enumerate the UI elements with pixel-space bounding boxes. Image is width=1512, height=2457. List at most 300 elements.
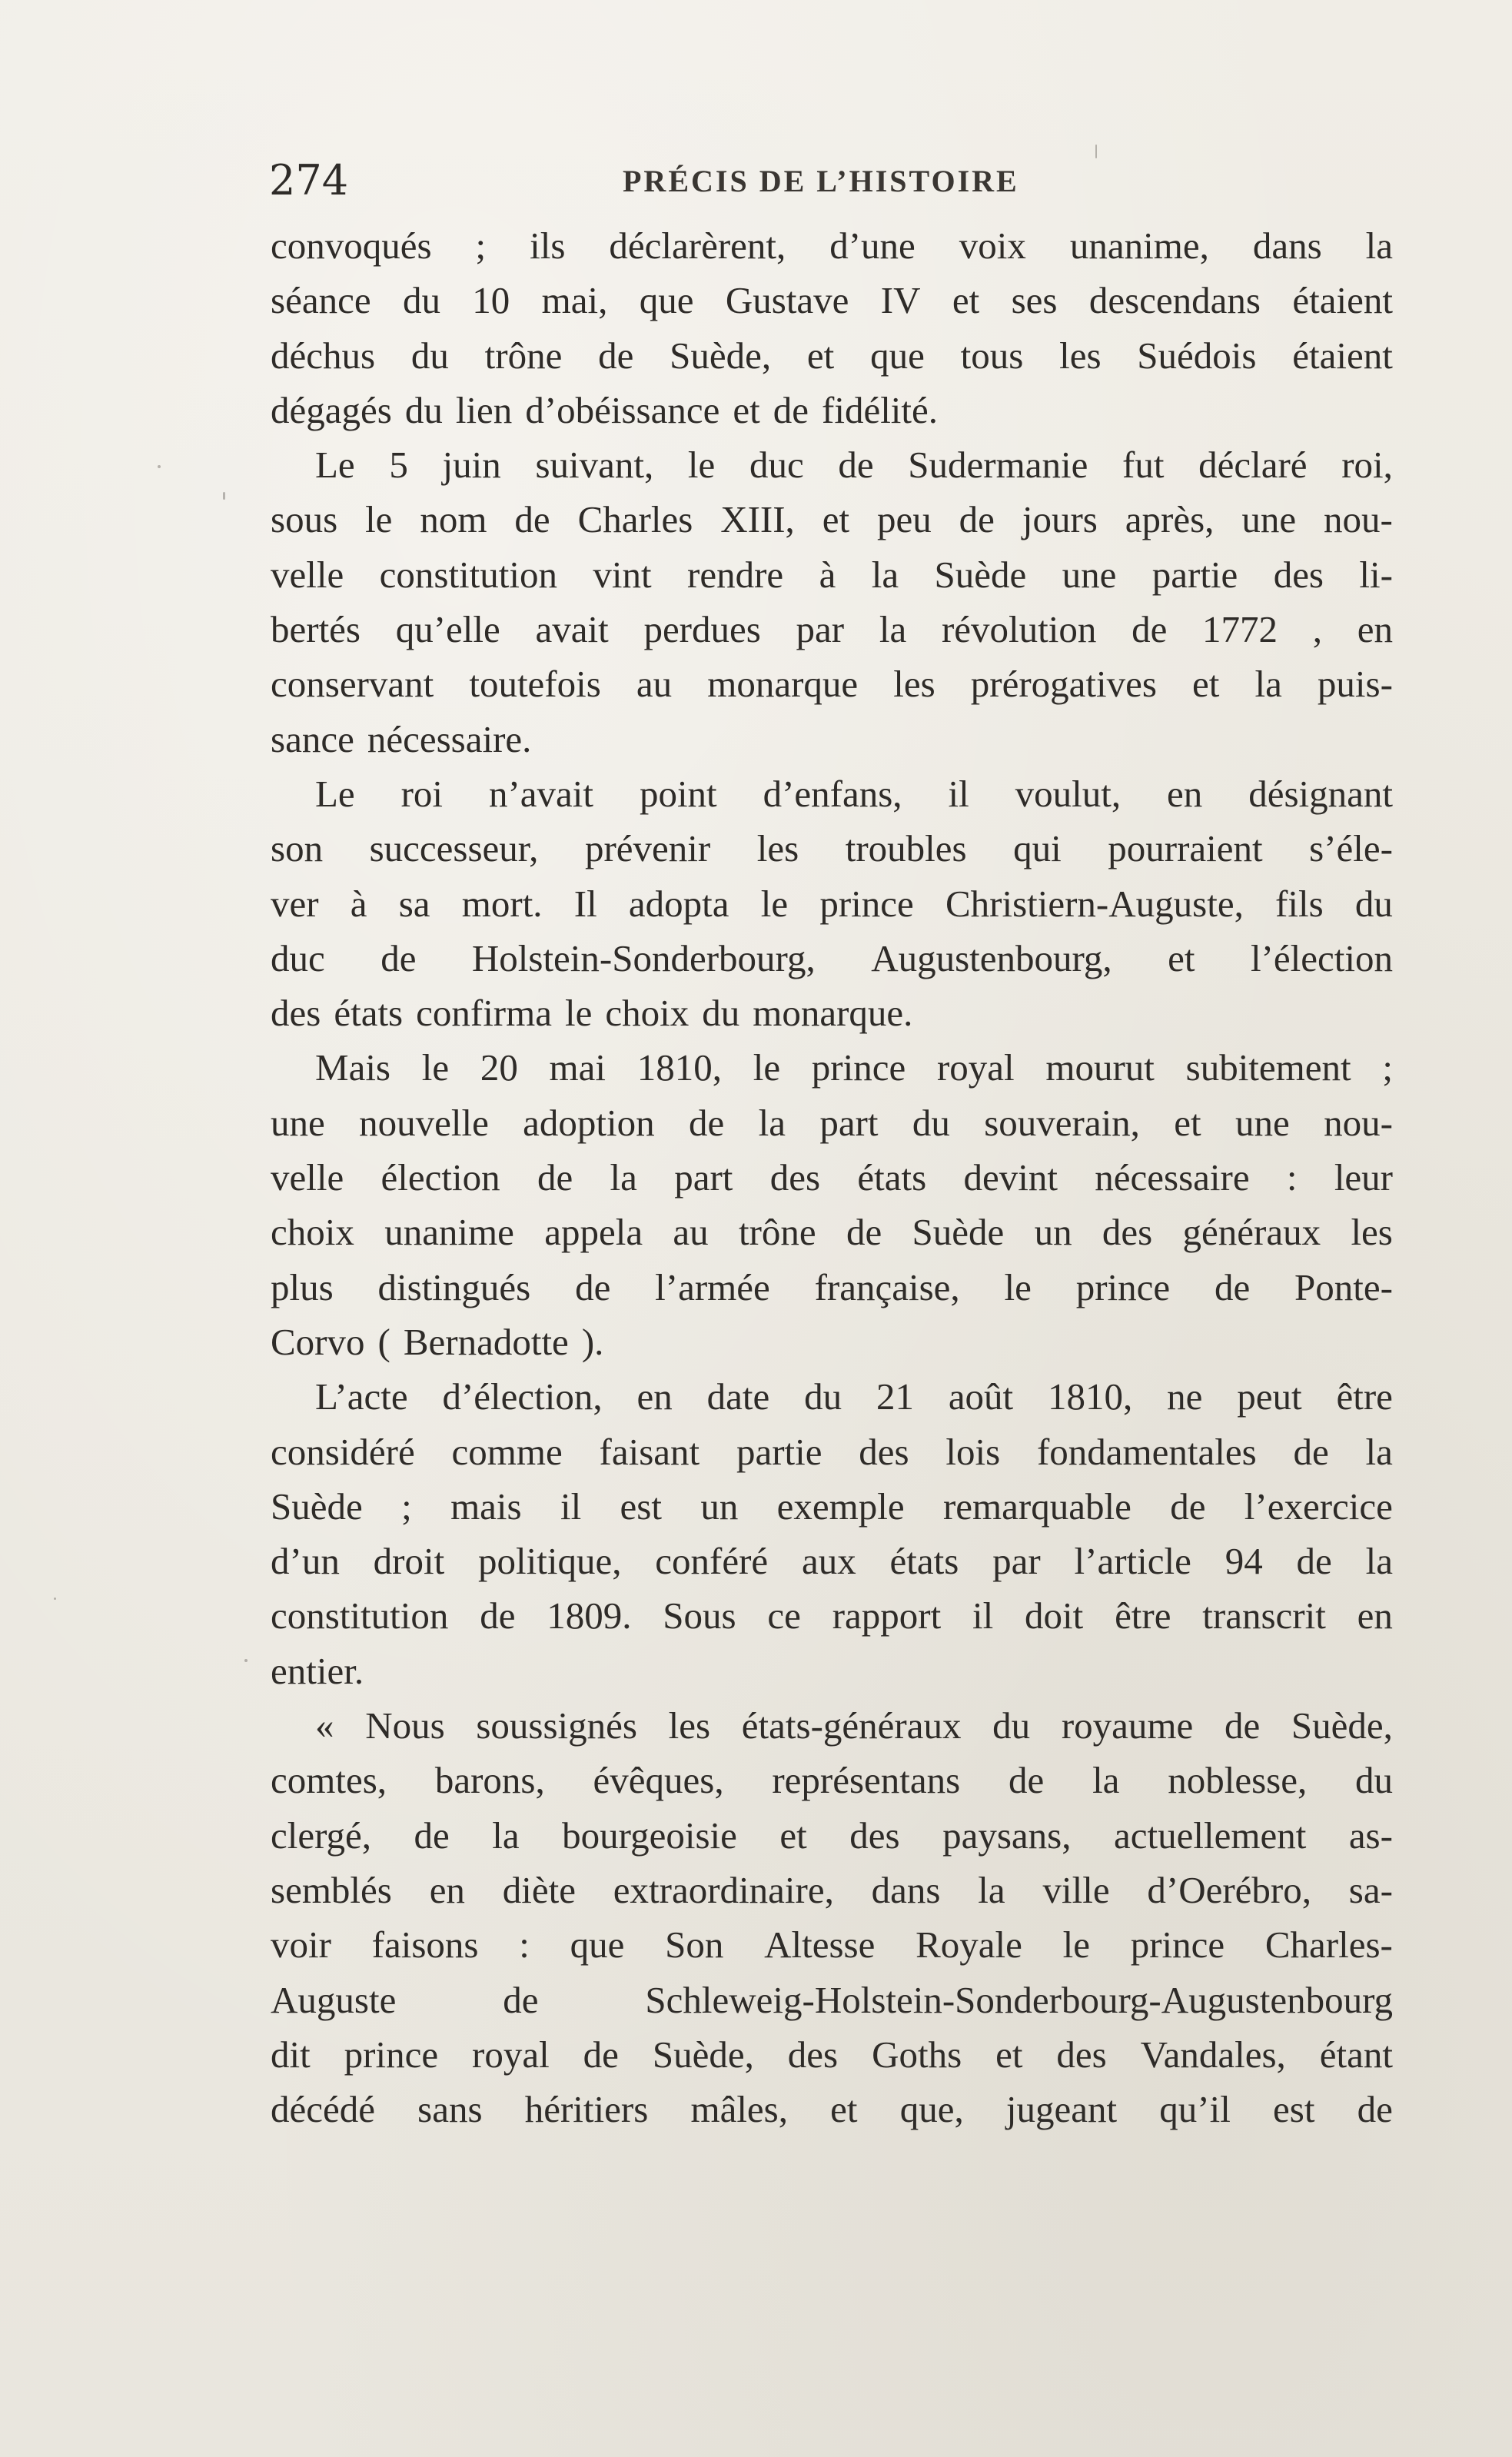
word: la <box>1365 1430 1393 1473</box>
word: séance <box>271 279 371 322</box>
word: de <box>1214 1265 1251 1308</box>
word: de <box>689 1101 725 1144</box>
text-line <box>271 492 1393 547</box>
word: 21 <box>876 1375 914 1418</box>
word: en <box>1357 1594 1393 1637</box>
word: du <box>804 1375 842 1418</box>
word: leur <box>1334 1156 1393 1199</box>
word: de <box>846 1211 882 1254</box>
word: sous <box>271 498 338 541</box>
text-line <box>271 986 1393 1040</box>
word: étaient <box>1292 334 1393 377</box>
paper-speck <box>244 1659 248 1662</box>
word: mais <box>450 1485 522 1528</box>
word: Altesse <box>764 1923 876 1967</box>
word: que <box>639 279 694 322</box>
word: il <box>560 1485 582 1528</box>
word: Ponte- <box>1294 1265 1393 1308</box>
word: perdues <box>643 608 761 651</box>
word: mai <box>549 1046 606 1089</box>
word: confirma <box>416 992 552 1035</box>
word: dans <box>871 1868 941 1911</box>
word: paysans, <box>942 1814 1072 1857</box>
word: rapport <box>832 1594 942 1637</box>
text-line <box>271 876 1393 931</box>
word: d’Oerébro, <box>1147 1868 1311 1911</box>
word: par <box>992 1540 1041 1583</box>
word: Augustenbourg, <box>871 936 1112 979</box>
word: 20 <box>480 1046 518 1089</box>
word: ville <box>1042 1868 1110 1911</box>
word: fondamentales <box>1036 1430 1257 1473</box>
word: royal <box>936 1046 1015 1089</box>
word: les <box>668 1704 711 1747</box>
word: son <box>271 827 324 870</box>
text-line <box>271 657 1393 711</box>
word: de <box>1224 1704 1261 1747</box>
word: sa- <box>1348 1868 1393 1911</box>
word: partie <box>736 1430 822 1473</box>
word: en <box>429 1868 465 1911</box>
text-line <box>271 1644 1393 1698</box>
word: 1810, <box>636 1046 722 1089</box>
word: Charles <box>577 498 693 541</box>
text-line <box>271 766 1393 821</box>
word: et <box>952 279 980 322</box>
word: 1809. <box>547 1594 632 1637</box>
word: partie <box>1151 553 1238 596</box>
word: et <box>995 2033 1023 2076</box>
word: et <box>830 2088 858 2131</box>
word: ; <box>401 1485 412 1528</box>
word: duc <box>749 444 804 487</box>
word: vint <box>593 553 652 596</box>
word: est <box>620 1485 662 1528</box>
word: des <box>787 2033 839 2076</box>
word: voix <box>959 224 1026 267</box>
word: mâles, <box>690 2088 788 2131</box>
word: états <box>857 1156 927 1199</box>
word: 1772 <box>1202 608 1278 651</box>
word: semblés <box>271 1868 392 1911</box>
word: dans <box>1252 224 1322 267</box>
text-line <box>271 1479 1393 1534</box>
word: française, <box>814 1265 960 1308</box>
word: de <box>1132 608 1168 651</box>
word: qu’il <box>1159 2088 1231 2131</box>
word: considéré <box>271 1430 415 1473</box>
text-line <box>271 821 1393 876</box>
word: et <box>1168 936 1195 979</box>
word: un <box>700 1485 739 1528</box>
word: en <box>1357 608 1393 651</box>
word: ver <box>271 882 319 925</box>
text-line <box>271 2027 1393 2082</box>
text-line <box>271 1040 1393 1095</box>
text-line <box>271 1096 1393 1150</box>
text-line <box>271 328 1393 383</box>
word: les <box>756 827 799 870</box>
word: états <box>334 992 404 1035</box>
word: d’élection, <box>442 1375 603 1418</box>
word: ; <box>475 224 487 267</box>
text-line <box>271 1315 1393 1369</box>
word: duc <box>271 936 325 979</box>
word: étaient <box>1292 279 1393 322</box>
word: la <box>879 608 907 651</box>
word: choix <box>271 1211 354 1254</box>
word: peu <box>877 498 932 541</box>
word: déclaré <box>1198 444 1308 487</box>
word: les <box>1059 334 1102 377</box>
word: lois <box>945 1430 1001 1473</box>
text-line <box>271 1588 1393 1643</box>
word: de <box>537 1156 573 1199</box>
word: des <box>1102 1211 1153 1254</box>
word: devint <box>963 1156 1058 1199</box>
word: des <box>849 1814 900 1857</box>
word: fils <box>1275 882 1324 925</box>
word: prince <box>1075 1265 1171 1308</box>
text-line <box>271 1534 1393 1588</box>
word: par <box>796 608 845 651</box>
word: as- <box>1348 1814 1393 1857</box>
word: de <box>414 1814 450 1857</box>
word: Goths <box>872 2033 962 2076</box>
word: n’avait <box>488 772 594 815</box>
text-line <box>271 218 1393 273</box>
word: des <box>271 992 321 1035</box>
word: aux <box>801 1540 856 1583</box>
word: Suédois <box>1137 334 1257 377</box>
word: Bernadotte <box>403 1320 569 1363</box>
word: royal <box>472 2033 550 2076</box>
text-line <box>271 1260 1393 1315</box>
word: est <box>1273 2088 1315 2131</box>
word: il <box>972 1594 994 1637</box>
word: des <box>769 1156 821 1199</box>
word: du <box>1354 882 1393 925</box>
word: des <box>1056 2033 1107 2076</box>
page-number: 274 <box>269 156 349 204</box>
word: que, <box>899 2088 964 2131</box>
word: de <box>959 498 995 541</box>
word: XIII, <box>720 498 795 541</box>
word: bourgeoisie <box>562 1814 737 1857</box>
word: IV <box>880 279 921 322</box>
word: représentans <box>772 1759 961 1802</box>
word: ses <box>1011 279 1058 322</box>
word: ce <box>767 1594 801 1637</box>
word: jugeant <box>1005 2088 1118 2131</box>
word: et <box>822 498 850 541</box>
running-head: PRÉCIS DE L’HISTOIRE <box>623 164 1019 198</box>
word: Le <box>315 444 355 487</box>
paper-speck <box>158 465 161 468</box>
word: transcrit <box>1202 1594 1326 1637</box>
word: 1810, <box>1048 1375 1133 1418</box>
word: l’armée <box>655 1265 770 1308</box>
word: point <box>639 772 717 815</box>
word: nouvelle <box>359 1101 489 1144</box>
word: comtes, <box>271 1759 387 1802</box>
word: être <box>1336 1375 1393 1418</box>
word: une <box>1062 553 1117 596</box>
text-line <box>271 437 1393 492</box>
word: noblesse, <box>1168 1759 1308 1802</box>
word: une <box>1241 498 1297 541</box>
word: adoption <box>523 1101 655 1144</box>
word: droit <box>373 1540 445 1583</box>
word: diète <box>502 1868 576 1911</box>
word: unanime <box>384 1211 514 1254</box>
word: Charles- <box>1264 1923 1393 1967</box>
word: qui <box>1013 827 1062 870</box>
word: le <box>760 882 789 925</box>
text-line <box>271 1753 1393 1807</box>
word: s’éle- <box>1309 827 1393 870</box>
word: extraordinaire, <box>613 1868 834 1911</box>
word: la <box>871 553 899 596</box>
text-line <box>271 2082 1393 2136</box>
text-line <box>271 1698 1393 1753</box>
word: barons, <box>434 1759 545 1802</box>
word: du <box>702 992 740 1035</box>
text-line <box>271 1205 1393 1259</box>
word: mourut <box>1045 1046 1155 1089</box>
word: Le <box>315 772 355 815</box>
word: l’élection <box>1250 936 1393 979</box>
word: août <box>948 1375 1014 1418</box>
word: Suède <box>271 1485 363 1528</box>
word: le <box>564 992 593 1035</box>
word: du <box>1355 1759 1393 1802</box>
word: juin <box>442 444 501 487</box>
word: élection <box>380 1156 500 1199</box>
word: de <box>503 1978 539 2021</box>
word: de <box>1170 1485 1206 1528</box>
word: au <box>636 663 673 706</box>
word: fut <box>1122 444 1165 487</box>
word: peut <box>1237 1375 1302 1418</box>
word: Vandales, <box>1140 2033 1286 2076</box>
text-line <box>271 931 1393 986</box>
word: les <box>1351 1211 1393 1254</box>
word: convoqués <box>271 224 432 267</box>
word: bertés <box>271 608 361 651</box>
word: exemple <box>776 1485 905 1528</box>
word: 5 <box>389 444 408 487</box>
text-line <box>271 1808 1393 1863</box>
word: L’acte <box>315 1375 408 1418</box>
text-line <box>271 547 1393 602</box>
page-header <box>269 154 1395 208</box>
word: la <box>1365 224 1393 267</box>
word: des <box>859 1430 909 1473</box>
word: jours <box>1022 498 1098 541</box>
body-text <box>271 218 1393 2136</box>
word: , <box>1312 608 1323 651</box>
word: les <box>893 663 935 706</box>
word: et <box>779 1814 807 1857</box>
word: mai, <box>541 279 608 322</box>
word: 94 <box>1225 1540 1263 1583</box>
word: descendans <box>1088 279 1261 322</box>
word: ( <box>377 1320 390 1363</box>
word: actuellement <box>1114 1814 1307 1857</box>
word: Gustave <box>725 279 849 322</box>
word: : <box>1286 1156 1298 1199</box>
word: et <box>1192 663 1220 706</box>
word: du <box>992 1704 1031 1747</box>
word: du <box>410 334 449 377</box>
word: révolution <box>941 608 1097 651</box>
word: de <box>380 936 417 979</box>
text-line <box>271 1150 1393 1205</box>
word: et <box>1174 1101 1201 1144</box>
word: monarque. <box>753 992 913 1035</box>
word: évêques, <box>593 1759 724 1802</box>
word: à <box>819 553 836 596</box>
word: le <box>365 498 393 541</box>
word: comme <box>451 1430 563 1473</box>
word: de <box>838 444 874 487</box>
text-line <box>271 1863 1393 1917</box>
word: roi, <box>1341 444 1393 487</box>
word: avait <box>535 608 609 651</box>
word: pourraient <box>1108 827 1263 870</box>
word: date <box>706 1375 770 1418</box>
word: de <box>514 498 550 541</box>
word: remarquable <box>942 1485 1132 1528</box>
word: l’article <box>1074 1540 1191 1583</box>
word: li- <box>1359 553 1393 596</box>
word: du <box>912 1101 950 1144</box>
word: ils <box>530 224 566 267</box>
word: de <box>1009 1759 1045 1802</box>
word: tous <box>960 334 1024 377</box>
word: la <box>1365 1540 1393 1583</box>
word: être <box>1115 1594 1171 1637</box>
text-line <box>271 383 1393 437</box>
text-line <box>271 602 1393 657</box>
word: et <box>733 388 760 431</box>
word: en <box>1167 772 1203 815</box>
word: prince <box>811 1046 906 1089</box>
word: Mais <box>315 1046 390 1089</box>
word: nécessaire. <box>367 717 532 760</box>
word: nom <box>420 498 487 541</box>
word: du <box>402 279 440 322</box>
word: sance <box>271 717 354 760</box>
word: généraux <box>1182 1211 1321 1254</box>
word: roi <box>400 772 444 815</box>
word: Suède <box>912 1211 1005 1254</box>
word: l’exercice <box>1244 1485 1393 1528</box>
word: le <box>1004 1265 1032 1308</box>
word: de <box>1293 1430 1329 1473</box>
word: constitution <box>271 1594 449 1637</box>
word: clergé, <box>271 1814 372 1857</box>
word: Sudermanie <box>908 444 1088 487</box>
word: un <box>1034 1211 1072 1254</box>
word: plus <box>271 1265 334 1308</box>
word: nécessaire <box>1095 1156 1250 1199</box>
paper-speck <box>1095 145 1097 158</box>
word: doit <box>1025 1594 1084 1637</box>
word: ). <box>581 1320 604 1363</box>
word: voulut, <box>1015 772 1122 815</box>
word: choix <box>605 992 690 1035</box>
word: et <box>806 334 835 377</box>
text-line <box>271 712 1393 766</box>
word: mort. <box>461 882 543 925</box>
word: décédé <box>271 2088 375 2131</box>
word: Corvo <box>271 1320 365 1363</box>
word: trône <box>738 1211 816 1254</box>
word: faisons <box>371 1923 479 1967</box>
word: étant <box>1319 2033 1393 2076</box>
word: dégagés <box>271 388 392 431</box>
word: puis- <box>1317 663 1393 706</box>
word: il <box>948 772 969 815</box>
word: conféré <box>655 1540 769 1583</box>
word: des <box>1273 553 1324 596</box>
word: Christiern-Auguste, <box>945 882 1244 925</box>
word: sa <box>398 882 430 925</box>
word: part <box>674 1156 733 1199</box>
word: qu’elle <box>395 608 500 651</box>
word: le <box>421 1046 450 1089</box>
word: ne <box>1167 1375 1203 1418</box>
word: la <box>1092 1759 1120 1802</box>
word: de <box>583 2033 619 2076</box>
word: de <box>773 388 809 431</box>
word: de <box>480 1594 516 1637</box>
word: prérogatives <box>970 663 1157 706</box>
word: prince <box>819 882 914 925</box>
word: sans <box>417 2088 483 2131</box>
word: conservant <box>271 663 434 706</box>
word: velle <box>271 1156 344 1199</box>
word: Suède, <box>670 334 772 377</box>
word: Suède, <box>652 2033 754 2076</box>
word: nou- <box>1324 1101 1393 1144</box>
word: Il <box>573 882 597 925</box>
word: appela <box>544 1211 643 1254</box>
word: toutefois <box>469 663 601 706</box>
word: voir <box>271 1923 331 1967</box>
word: faisant <box>599 1430 700 1473</box>
word: ; <box>1382 1046 1393 1089</box>
word: déchus <box>271 334 376 377</box>
word: fidélité. <box>822 388 939 431</box>
word: soussignés <box>476 1704 637 1747</box>
word: dit <box>271 2033 311 2076</box>
word: une <box>1235 1101 1290 1144</box>
word: troubles <box>845 827 967 870</box>
word: le <box>687 444 716 487</box>
word: le <box>753 1046 781 1089</box>
word: le <box>1062 1923 1090 1967</box>
word: constitution <box>379 553 558 596</box>
word: part <box>819 1101 879 1144</box>
word: velle <box>271 553 344 596</box>
word: la <box>1254 663 1282 706</box>
word: 10 <box>472 279 510 322</box>
word: : <box>519 1923 530 1967</box>
word: Holstein-Sonderbourg, <box>471 936 816 979</box>
